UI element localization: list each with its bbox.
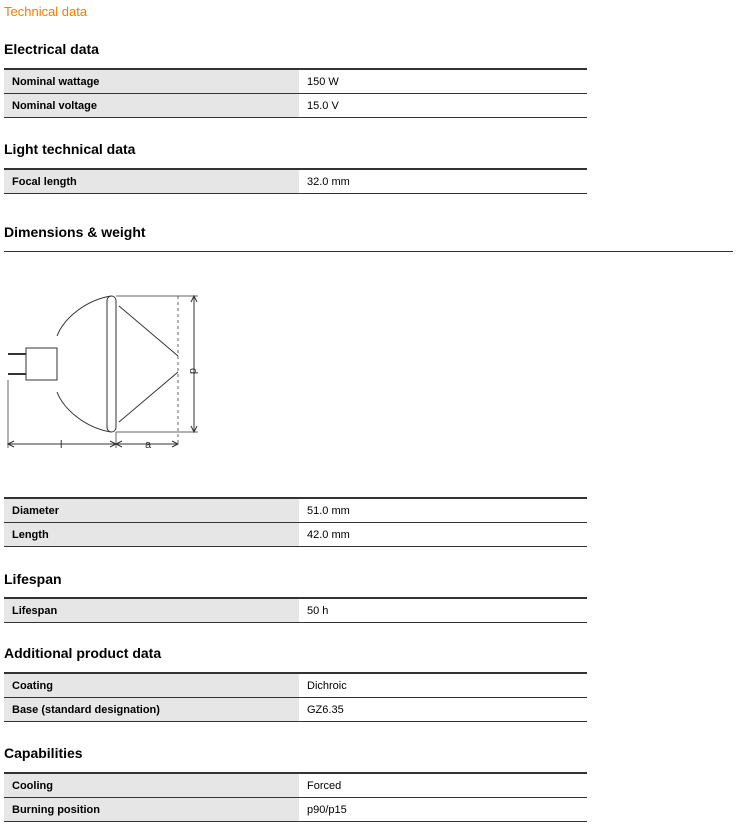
row-value: 50 h — [299, 598, 587, 623]
table-row — [4, 698, 587, 722]
row-value: 15.0 V — [299, 94, 587, 118]
table-row — [4, 169, 587, 194]
additional-data-table — [4, 672, 587, 722]
row-label: Base (standard designation) — [4, 698, 299, 722]
row-label: Nominal wattage — [4, 69, 299, 94]
dimensions-table — [4, 497, 587, 547]
table-row — [4, 598, 587, 623]
row-value: GZ6.35 — [299, 698, 587, 722]
lifespan-table — [4, 597, 587, 623]
dimension-label-d: d — [187, 368, 199, 375]
row-label: Burning position — [4, 798, 299, 822]
row-label: Diameter — [4, 498, 299, 523]
electrical-data-table — [4, 68, 587, 118]
table-row — [4, 773, 587, 798]
table-row — [4, 798, 587, 822]
section-heading-capabilities: Capabilities — [4, 745, 83, 761]
table-row — [4, 523, 587, 547]
page-title: Technical data — [4, 4, 88, 19]
capabilities-table — [4, 772, 587, 822]
row-label: Lifespan — [4, 598, 299, 623]
section-heading-lifespan: Lifespan — [4, 571, 62, 587]
section-heading-dimensions: Dimensions & weight — [4, 224, 146, 240]
row-label: Focal length — [4, 169, 299, 194]
row-value: 32.0 mm — [299, 169, 587, 194]
section-heading-electrical: Electrical data — [4, 41, 99, 57]
section-heading-light: Light technical data — [4, 141, 136, 157]
table-row — [4, 94, 587, 118]
dimension-label-a: a — [145, 439, 152, 451]
row-value: Dichroic — [299, 673, 587, 698]
row-label: Cooling — [4, 773, 299, 798]
row-label: Length — [4, 523, 299, 547]
table-row — [4, 69, 587, 94]
section-divider — [4, 251, 733, 252]
section-heading-additional: Additional product data — [4, 645, 162, 661]
row-value: Forced — [299, 773, 587, 798]
lamp-dimension-drawing — [4, 288, 204, 456]
table-row — [4, 498, 587, 523]
row-value: p90/p15 — [299, 798, 587, 822]
row-value: 51.0 mm — [299, 498, 587, 523]
row-value: 150 W — [299, 69, 587, 94]
light-data-table — [4, 168, 587, 194]
table-row — [4, 673, 587, 698]
row-label: Coating — [4, 673, 299, 698]
row-label: Nominal voltage — [4, 94, 299, 118]
dimension-label-l: l — [60, 439, 63, 451]
row-value: 42.0 mm — [299, 523, 587, 547]
